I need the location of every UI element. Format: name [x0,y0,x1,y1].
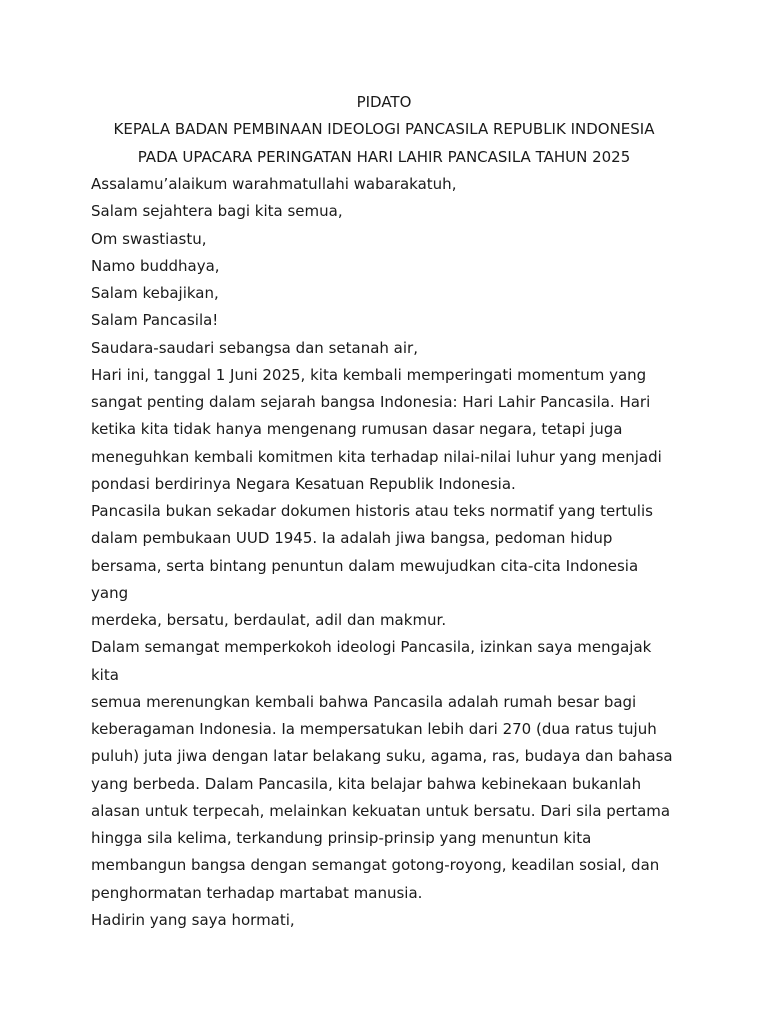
title-line: KEPALA BADAN PEMBINAAN IDEOLOGI PANCASILA REPUBLIK INDONESIA [113,120,655,139]
greeting-line: Om swastiastu, [91,229,207,248]
paragraph-line: sangat penting dalam sejarah bangsa Indonesia: Hari Lahir Pancasila. Hari [91,393,651,411]
paragraph-line: bersama, serta bintang penuntun dalam mewujudkan cita-cita Indonesia [91,556,639,575]
document-title [0,91,768,173]
greeting-line: Namo buddhaya, [91,256,220,275]
paragraph-line: membangun bangsa dengan semangat gotong-royong, keadilan sosial, dan [91,856,660,875]
paragraph-line: puluh) juta jiwa dengan latar belakang suku, agama, ras, budaya dan bahasa [91,747,673,766]
paragraph-line: kita [91,665,119,684]
greeting-line: Salam kebajikan, [91,284,219,302]
paragraph-line: meneguhkan kembali komitmen kita terhadap nilai-nilai luhur yang menjadi [91,447,662,466]
paragraph-line: Pancasila bukan sekadar dokumen historis atau teks normatif yang tertulis [91,502,653,520]
greeting-line: Assalamu’alaikum warahmatullahi wabarakatuh, [91,175,457,193]
paragraph-line: yang [91,583,129,602]
title-line: PADA UPACARA PERINGATAN HARI LAHIR PANCASILA TAHUN 2025 [137,147,631,166]
paragraph-line: merdeka, bersatu, berdaulat, adil dan makmur. [91,611,447,629]
title-line: PIDATO [356,93,412,111]
paragraph-line: hingga sila kelima, terkandung prinsip-prinsip yang menuntun kita [91,829,592,847]
paragraph-line: alasan untuk terpecah, melainkan kekuatan untuk bersatu. Dari sila pertama [91,801,671,820]
greeting-line: Salam sejahtera bagi kita semua, [91,202,343,221]
paragraph-line: dalam pembukaan UUD 1945. Ia adalah jiwa bangsa, pedoman hidup [91,529,613,548]
document-body [91,173,711,936]
paragraph-line: Hari ini, tanggal 1 Juni 2025, kita kembali memperingati momentum yang [91,365,647,384]
greeting-line: Salam Pancasila! [91,311,219,330]
paragraph-line: pondasi berdirinya Negara Kesatuan Republik Indonesia. [91,474,516,493]
salutation-line: Hadirin yang saya hormati, [91,910,295,929]
paragraph-line: yang berbeda. Dalam Pancasila, kita belajar bahwa kebinekaan bukanlah [91,774,642,793]
paragraph-line: Dalam semangat memperkokoh ideologi Pancasila, izinkan saya mengajak [91,638,652,657]
paragraph-line: keberagaman Indonesia. Ia mempersatukan lebih dari 270 (dua ratus tujuh [91,720,657,738]
paragraph-line: semua merenungkan kembali bahwa Pancasila adalah rumah besar bagi [91,692,637,711]
paragraph-line: ketika kita tidak hanya mengenang rumusan dasar negara, tetapi juga [91,420,623,439]
paragraph-line: penghormatan terhadap martabat manusia. [91,883,423,902]
salutation-line: Saudara-saudari sebangsa dan setanah air, [91,338,418,357]
